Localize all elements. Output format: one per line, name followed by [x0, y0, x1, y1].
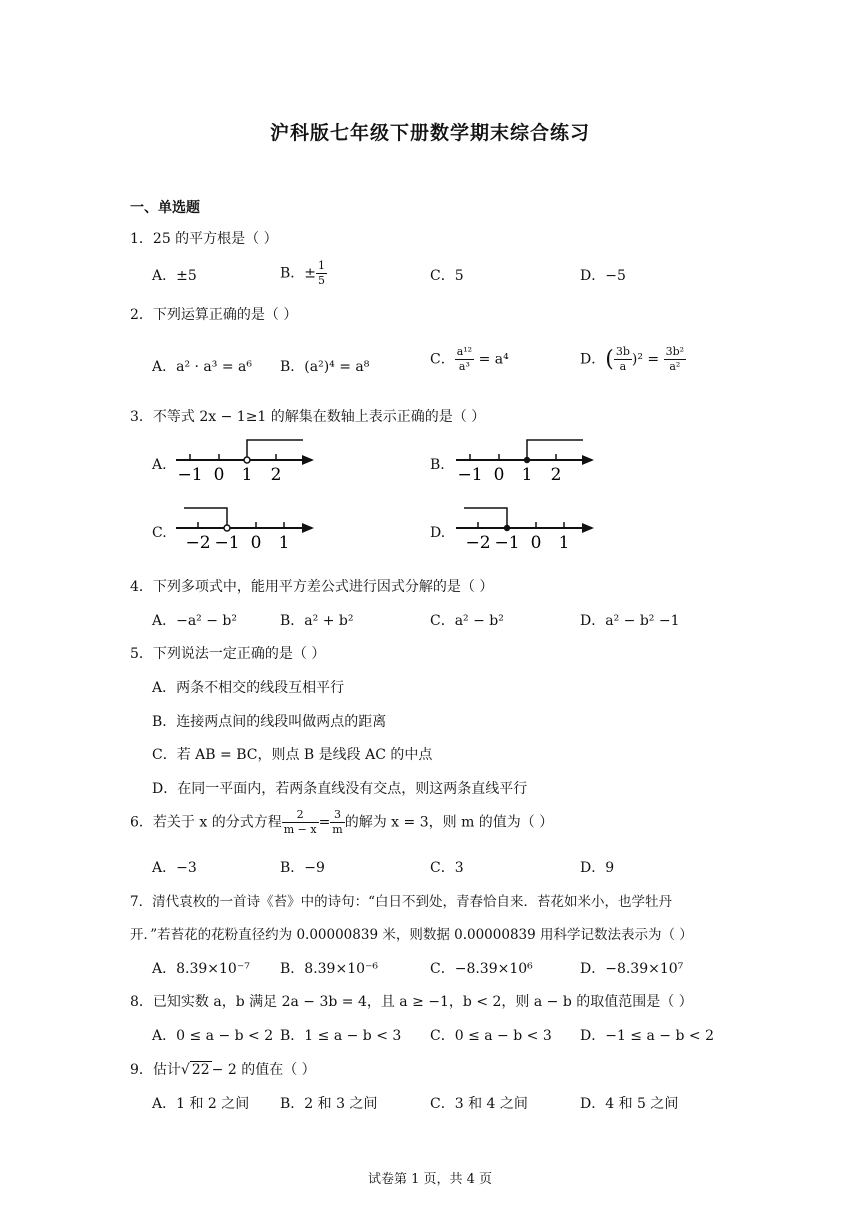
q1-fraction: $\frac{1}{5}$: [318, 259, 326, 287]
q2-c-fraction: $\frac{\text{a¹²}}{\text{a³}}$: [456, 345, 473, 373]
q8-option-b: B．1 ≤ a − b < 3: [280, 1028, 402, 1044]
q4-option-a: A．−a² − b²: [152, 613, 238, 629]
svg-text:0: 0: [250, 533, 262, 553]
q3-option-c-label: C.: [152, 525, 167, 541]
q1-option-c: C．5: [430, 268, 464, 284]
svg-text:−1: −1: [457, 465, 483, 485]
q2-d-fraction-2: $\frac{\text{3b²}}{\text{a²}}$: [665, 345, 685, 373]
q7-option-d: D．−8.39×10⁷: [580, 961, 684, 977]
question-8-stem: 8．已知实数 a，b 满足 2a − 3b = 4，且 a ≥ −1，b < 2，则 a − b 的取值范围是（ ）: [130, 994, 693, 1010]
q3-number-line-b: [452, 432, 602, 488]
svg-text:−2: −2: [465, 533, 491, 553]
question-9-stem: 9．估计√ 22 − 2 的值在（ ）: [130, 1062, 316, 1078]
q3-number-line-d: [452, 500, 602, 556]
svg-text:−1: −1: [494, 533, 520, 553]
q8-option-a: A．0 ≤ a − b < 2: [152, 1028, 274, 1044]
question-5-stem: 5．下列说法一定正确的是（ ）: [130, 646, 326, 662]
svg-text:−1: −1: [177, 465, 203, 485]
svg-text:2: 2: [550, 465, 562, 485]
q9-option-d: D．4 和 5 之间: [580, 1096, 679, 1112]
q4-option-c: C．a² − b²: [430, 613, 504, 629]
svg-text:1: 1: [241, 465, 253, 485]
svg-text:2: 2: [270, 465, 282, 485]
question-4-stem: 4．下列多项式中，能用平方差公式进行因式分解的是（ ）: [130, 579, 494, 595]
svg-text:−2: −2: [185, 533, 211, 553]
q6-fraction-right: $\frac{3}{m}$: [332, 808, 343, 836]
q7-option-c: C．−8.39×10⁶: [430, 961, 533, 977]
q5-option-d: D．在同一平面内，若两条直线没有交点，则这两条直线平行: [152, 781, 528, 797]
q2-d-fraction: $\frac{3b}{a}$: [615, 345, 630, 373]
q1-option-d: D．−5: [580, 268, 626, 284]
q1-option-b: B．± $\frac{1}{5}$: [280, 259, 326, 287]
q9-option-c: C．3 和 4 之间: [430, 1096, 528, 1112]
q9-option-a: A．1 和 2 之间: [152, 1096, 250, 1112]
question-2-stem: 2．下列运算正确的是（ ）: [130, 307, 298, 323]
question-7-line-1: 7．清代袁枚的一首诗《苔》中的诗句：“白日不到处，青春恰自来．苔花如米小，也学牡丹: [130, 894, 672, 910]
page-footer: 试卷第 1 页，共 4 页: [367, 1172, 493, 1187]
question-1-stem: 1．25 的平方根是（ ）: [130, 231, 278, 247]
svg-text:1: 1: [278, 533, 290, 553]
q3-option-a-label: A.: [152, 457, 167, 473]
q5-option-a: A．两条不相交的线段互相平行: [152, 680, 345, 696]
svg-text:0: 0: [213, 465, 225, 485]
q3-option-b-label: B.: [430, 457, 445, 473]
q6-option-a: A．−3: [152, 860, 197, 876]
q6-option-d: D．9: [580, 860, 615, 876]
q8-option-c: C．0 ≤ a − b < 3: [430, 1028, 552, 1044]
q6-option-b: B．−9: [280, 860, 325, 876]
svg-text:0: 0: [530, 533, 542, 553]
page-title: 沪科版七年级下册数学期末综合练习: [269, 122, 590, 144]
q9-option-b: B．2 和 3 之间: [280, 1096, 378, 1112]
question-3-stem: 3．不等式 2x − 1≥1 的解集在数轴上表示正确的是（ ）: [130, 409, 486, 425]
q4-option-b: B．a² + b²: [280, 613, 354, 629]
q4-option-d: D．a² − b² −1: [580, 613, 680, 629]
svg-text:0: 0: [493, 465, 505, 485]
q6-fraction-left: $\frac{2}{m - x}$: [283, 808, 317, 836]
q5-option-b: B．连接两点间的线段叫做两点的距离: [152, 714, 387, 730]
question-6-stem: 6．若关于 x 的分式方程 $\frac{2}{m - x}$ = $\frac{3}{m}$ 的解为 x = 3，则 m 的值为（ ）: [130, 808, 554, 836]
q3-option-d-label: D.: [430, 525, 446, 541]
q7-option-a: A．8.39×10⁻⁷: [152, 961, 250, 977]
sqrt-icon: √: [180, 1062, 190, 1078]
section-heading: 一、单选题: [130, 200, 200, 216]
q7-option-b: B．8.39×10⁻⁶: [280, 961, 379, 977]
q3-number-line-c: [172, 500, 322, 556]
question-7-line-2: 开．”若苔花的花粉直径约为 0.00000839 米，则数据 0.00000839 用科学记数法表示为（ ）: [130, 927, 693, 943]
q2-option-d: D．( $\frac{3b}{a}$ )² = $\frac{\text{3b²}}{\text{a²}}$: [580, 345, 685, 373]
q2-option-b: B．(a²)⁴ = a⁸: [280, 359, 370, 375]
q6-option-c: C．3: [430, 860, 464, 876]
svg-text:1: 1: [521, 465, 533, 485]
open-paren: (: [605, 347, 614, 372]
svg-text:−1: −1: [214, 533, 240, 553]
radicand: 22: [191, 1062, 210, 1078]
q8-option-d: D．−1 ≤ a − b < 2: [580, 1028, 714, 1044]
q3-number-line-a: [172, 432, 322, 488]
q2-option-c: C． $\frac{\text{a¹²}}{\text{a³}}$ = a⁴: [430, 345, 509, 373]
q2-option-a: A．a² · a³ = a⁶: [152, 359, 252, 375]
q1-option-a: A．±5: [152, 268, 197, 284]
svg-text:1: 1: [558, 533, 570, 553]
q5-option-c: C．若 AB = BC，则点 B 是线段 AC 的中点: [152, 747, 433, 763]
